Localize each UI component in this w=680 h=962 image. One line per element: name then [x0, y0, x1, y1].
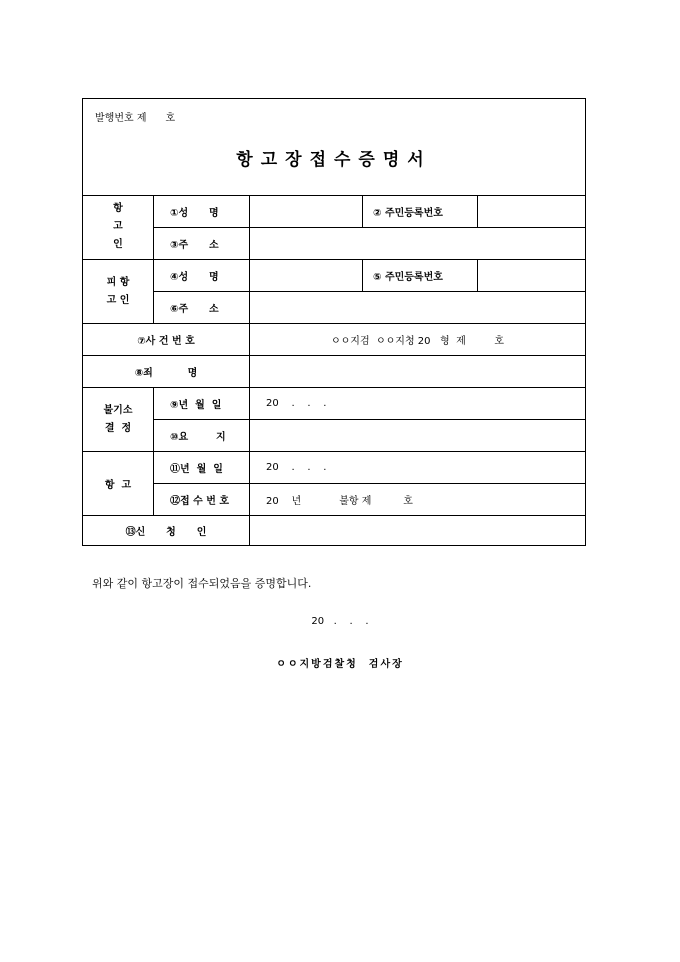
non-prosecution-summary-field[interactable]	[249, 419, 585, 451]
non-prosecution-date-value[interactable]: 20 . . .	[249, 387, 585, 419]
certification-date: 20 . . .	[311, 616, 369, 627]
non-prosecution-date-label: ⑨년 월 일	[153, 387, 249, 419]
appellant-address-label: ③주 소	[153, 227, 249, 259]
non-prosecution-summary-label: ⑩요 지	[153, 419, 249, 451]
appeal-date-label: ⑪년 월 일	[153, 451, 249, 483]
appellee-label	[83, 259, 153, 323]
appellant-name-field[interactable]	[249, 195, 362, 227]
charge-label: ⑧죄 명	[83, 355, 249, 387]
appellee-reg-field[interactable]	[477, 259, 585, 291]
appellant-address-field[interactable]	[249, 227, 585, 259]
non-prosecution-label-line: 불기소	[103, 404, 133, 416]
charge-field[interactable]	[249, 355, 585, 387]
appellee-name-field[interactable]	[249, 259, 362, 291]
appellant-name-label: ①성 명	[153, 195, 249, 227]
appellee-name-label: ④성 명	[153, 259, 249, 291]
appellee-label-line: 피 항	[106, 276, 130, 288]
issue-number: 발행번호 제 호	[95, 113, 176, 124]
appellant-label-line: 항	[113, 203, 123, 214]
certificate-form	[82, 98, 586, 546]
appeal-date-value[interactable]: 20 . . .	[249, 451, 585, 483]
case-number-label: ⑦사 건 번 호	[83, 323, 249, 355]
appellee-address-field[interactable]	[249, 291, 585, 323]
non-prosecution-label-line: 결 정	[104, 422, 132, 434]
certification-statement: 위와 같이 항고장이 접수되었음을 증명합니다.	[92, 577, 312, 590]
signer: ㅇㅇ지방검찰청 검사장	[276, 659, 404, 670]
appellant-label-line: 인	[113, 239, 123, 250]
appeal-label: 항 고	[83, 451, 153, 515]
appellee-reg-label: ⑤ 주민등록번호	[362, 259, 477, 291]
appellee-label-line: 고 인	[106, 294, 130, 306]
applicant-label: ⑬신 청 인	[83, 515, 249, 545]
form-title: 항고장접수증명서	[236, 150, 432, 170]
non-prosecution-label	[83, 387, 153, 451]
form-header	[83, 99, 585, 196]
appeal-receipt-value[interactable]: 20 년 불항 제 호	[249, 483, 585, 515]
appellee-address-label: ⑥주 소	[153, 291, 249, 323]
appellant-label	[83, 195, 153, 259]
appellant-reg-field[interactable]	[477, 195, 585, 227]
appellant-label-line: 고	[113, 221, 123, 232]
applicant-field[interactable]	[249, 515, 585, 545]
appeal-receipt-label: ⑫접 수 번 호	[153, 483, 249, 515]
case-number-value[interactable]: ㅇㅇ지검 ㅇㅇ지청 20 형 제 호	[249, 323, 585, 355]
appellant-reg-label: ② 주민등록번호	[362, 195, 477, 227]
